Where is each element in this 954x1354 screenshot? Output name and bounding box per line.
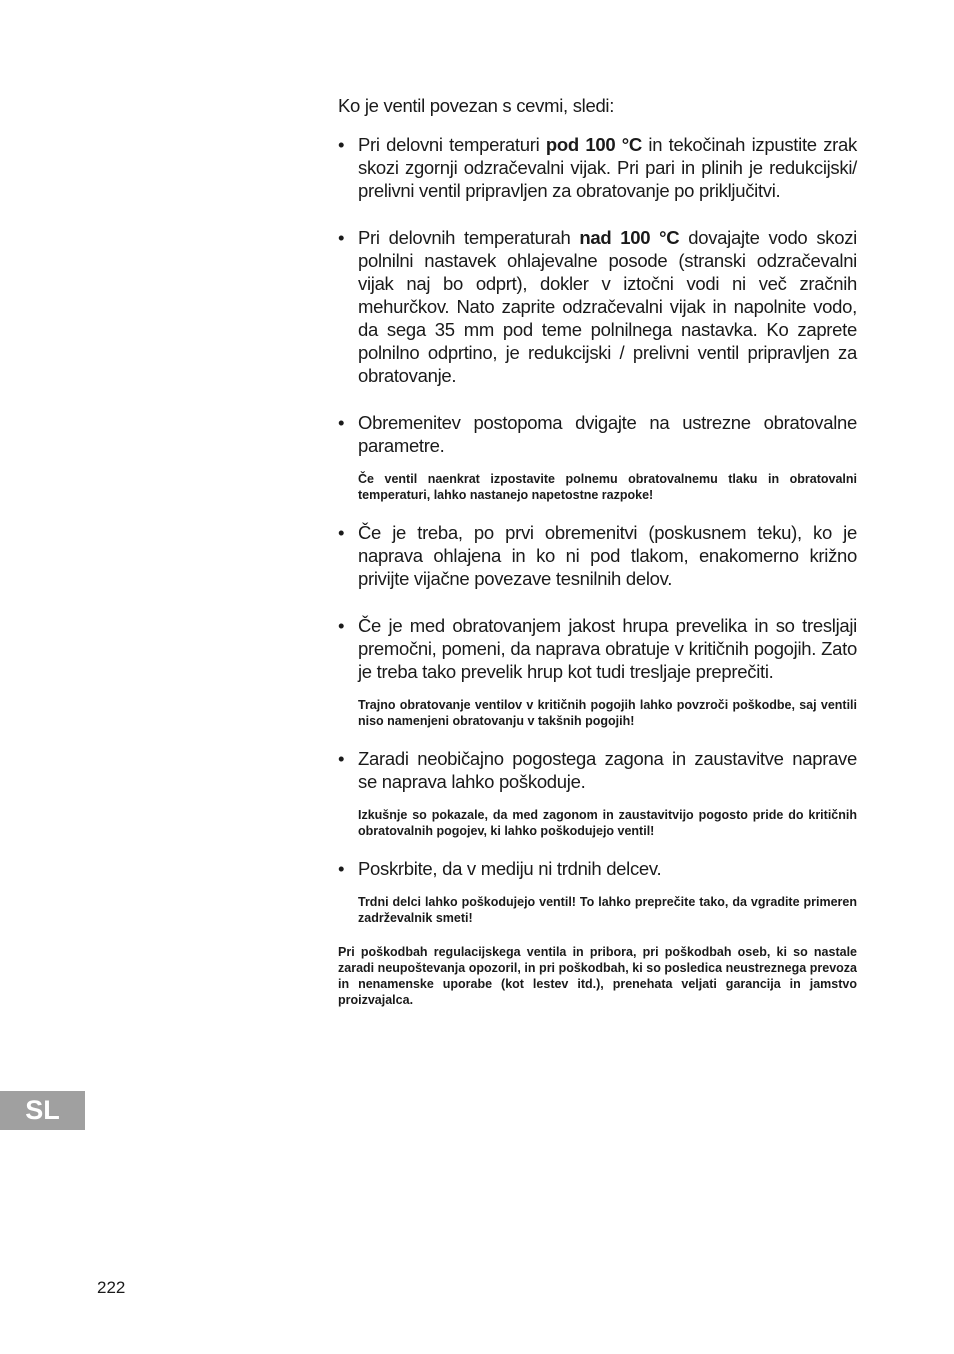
item-text: Zaradi neobičajno pogostega zagona in zaustavitve naprave se naprava lahko poškoduje. <box>358 748 857 792</box>
item-text-post: dovajajte vodo skozi polnilni nastavek ohlajevalne posode (stranski odzračevalni vijak naj bo odprt), dokler v iztočni vodi ni več zračnih mehurčkov. Nato zaprite odzračevalni vijak in napolnite vodo, da sega 35 mm pod teme polnilnega nastavka. Ko zaprete polnilno odprtino, je redukcijski / prelivni ventil pripravljen za obratovanje. <box>358 227 857 386</box>
bullet-icon: • <box>338 615 345 636</box>
bullet-icon: • <box>338 858 345 879</box>
item-text: Če je med obratovanjem jakost hrupa prevelika in so tresljaji premočni, pomeni, da naprava obratuje v kritičnih pogojih. Zato je treba tako prevelik hrup kot tudi tresljaje preprečiti. <box>358 615 857 682</box>
list-item <box>338 521 857 590</box>
list-item <box>338 411 857 457</box>
intro-text: Ko je ventil povezan s cevmi, sledi: <box>338 95 615 116</box>
list-item <box>338 614 857 683</box>
page-number: 222 <box>97 1278 126 1297</box>
warning-note: Trajno obratovanje ventilov v kritičnih pogojih lahko povzroči poškodbe, saj ventili niso namenjeni obratovanju v takšnih pogojih! <box>358 698 857 728</box>
list-item <box>338 226 857 387</box>
list-item <box>338 133 857 202</box>
list-item <box>338 747 857 793</box>
bullet-icon: • <box>338 134 345 155</box>
bullet-icon: • <box>338 412 345 433</box>
item-text-pre: Pri delovnih temperaturah <box>358 227 580 248</box>
language-tab: SL <box>0 1091 85 1130</box>
list-item <box>338 857 857 880</box>
bullet-icon: • <box>338 748 345 769</box>
item-text: Poskrbite, da v mediju ni trdnih delcev. <box>358 858 662 879</box>
bullet-icon: • <box>338 522 345 543</box>
warning-note: Izkušnje so pokazale, da med zagonom in zaustavitvijo pogosto pride do kritičnih obratovalnih pogojev, ki lahko poškodujejo ventil! <box>358 808 857 838</box>
content-column <box>338 94 857 1008</box>
warning-note: Trdni delci lahko poškodujejo ventil! To lahko preprečite tako, da vgradite primeren zadrževalnik smeti! <box>358 895 857 925</box>
item-text: Če je treba, po prvi obremenitvi (poskusnem teku), ko je naprava ohlajena in ko ni pod tlakom, enakomerno križno privijte vijačne povezave tesnilnih delov. <box>358 522 857 589</box>
warning-note: Če ventil naenkrat izpostavite polnemu obratovalnemu tlaku in obratovalni temperaturi, lahko nastanejo napetostne razpoke! <box>358 472 857 502</box>
warranty-note: Pri poškodbah regulacijskega ventila in pribora, pri poškodbah oseb, ki so nastale zaradi neupoštevanja opozoril, in pri poškodbah, ki so posledica neustreznega prevoza in nenamenske uporabe (kot lestev itd.), prenehata veljati garancija in jamstvo proizvajalca. <box>338 945 857 1007</box>
item-text-pre: Pri delovni temperaturi <box>358 134 546 155</box>
item-text-bold: nad 100 °C <box>579 227 680 248</box>
bullet-icon: • <box>338 227 345 248</box>
item-text-post: in tekočinah izpustite zrak skozi zgornji odzračevalni vijak. Pri pari in plinih je redukcijski/ prelivni ventil pripravljen za obratovanje po priključitvi. <box>358 134 857 201</box>
item-text-bold: pod 100 °C <box>545 134 642 155</box>
item-text: Obremenitev postopoma dvigajte na ustrezne obratovalne parametre. <box>358 412 857 456</box>
